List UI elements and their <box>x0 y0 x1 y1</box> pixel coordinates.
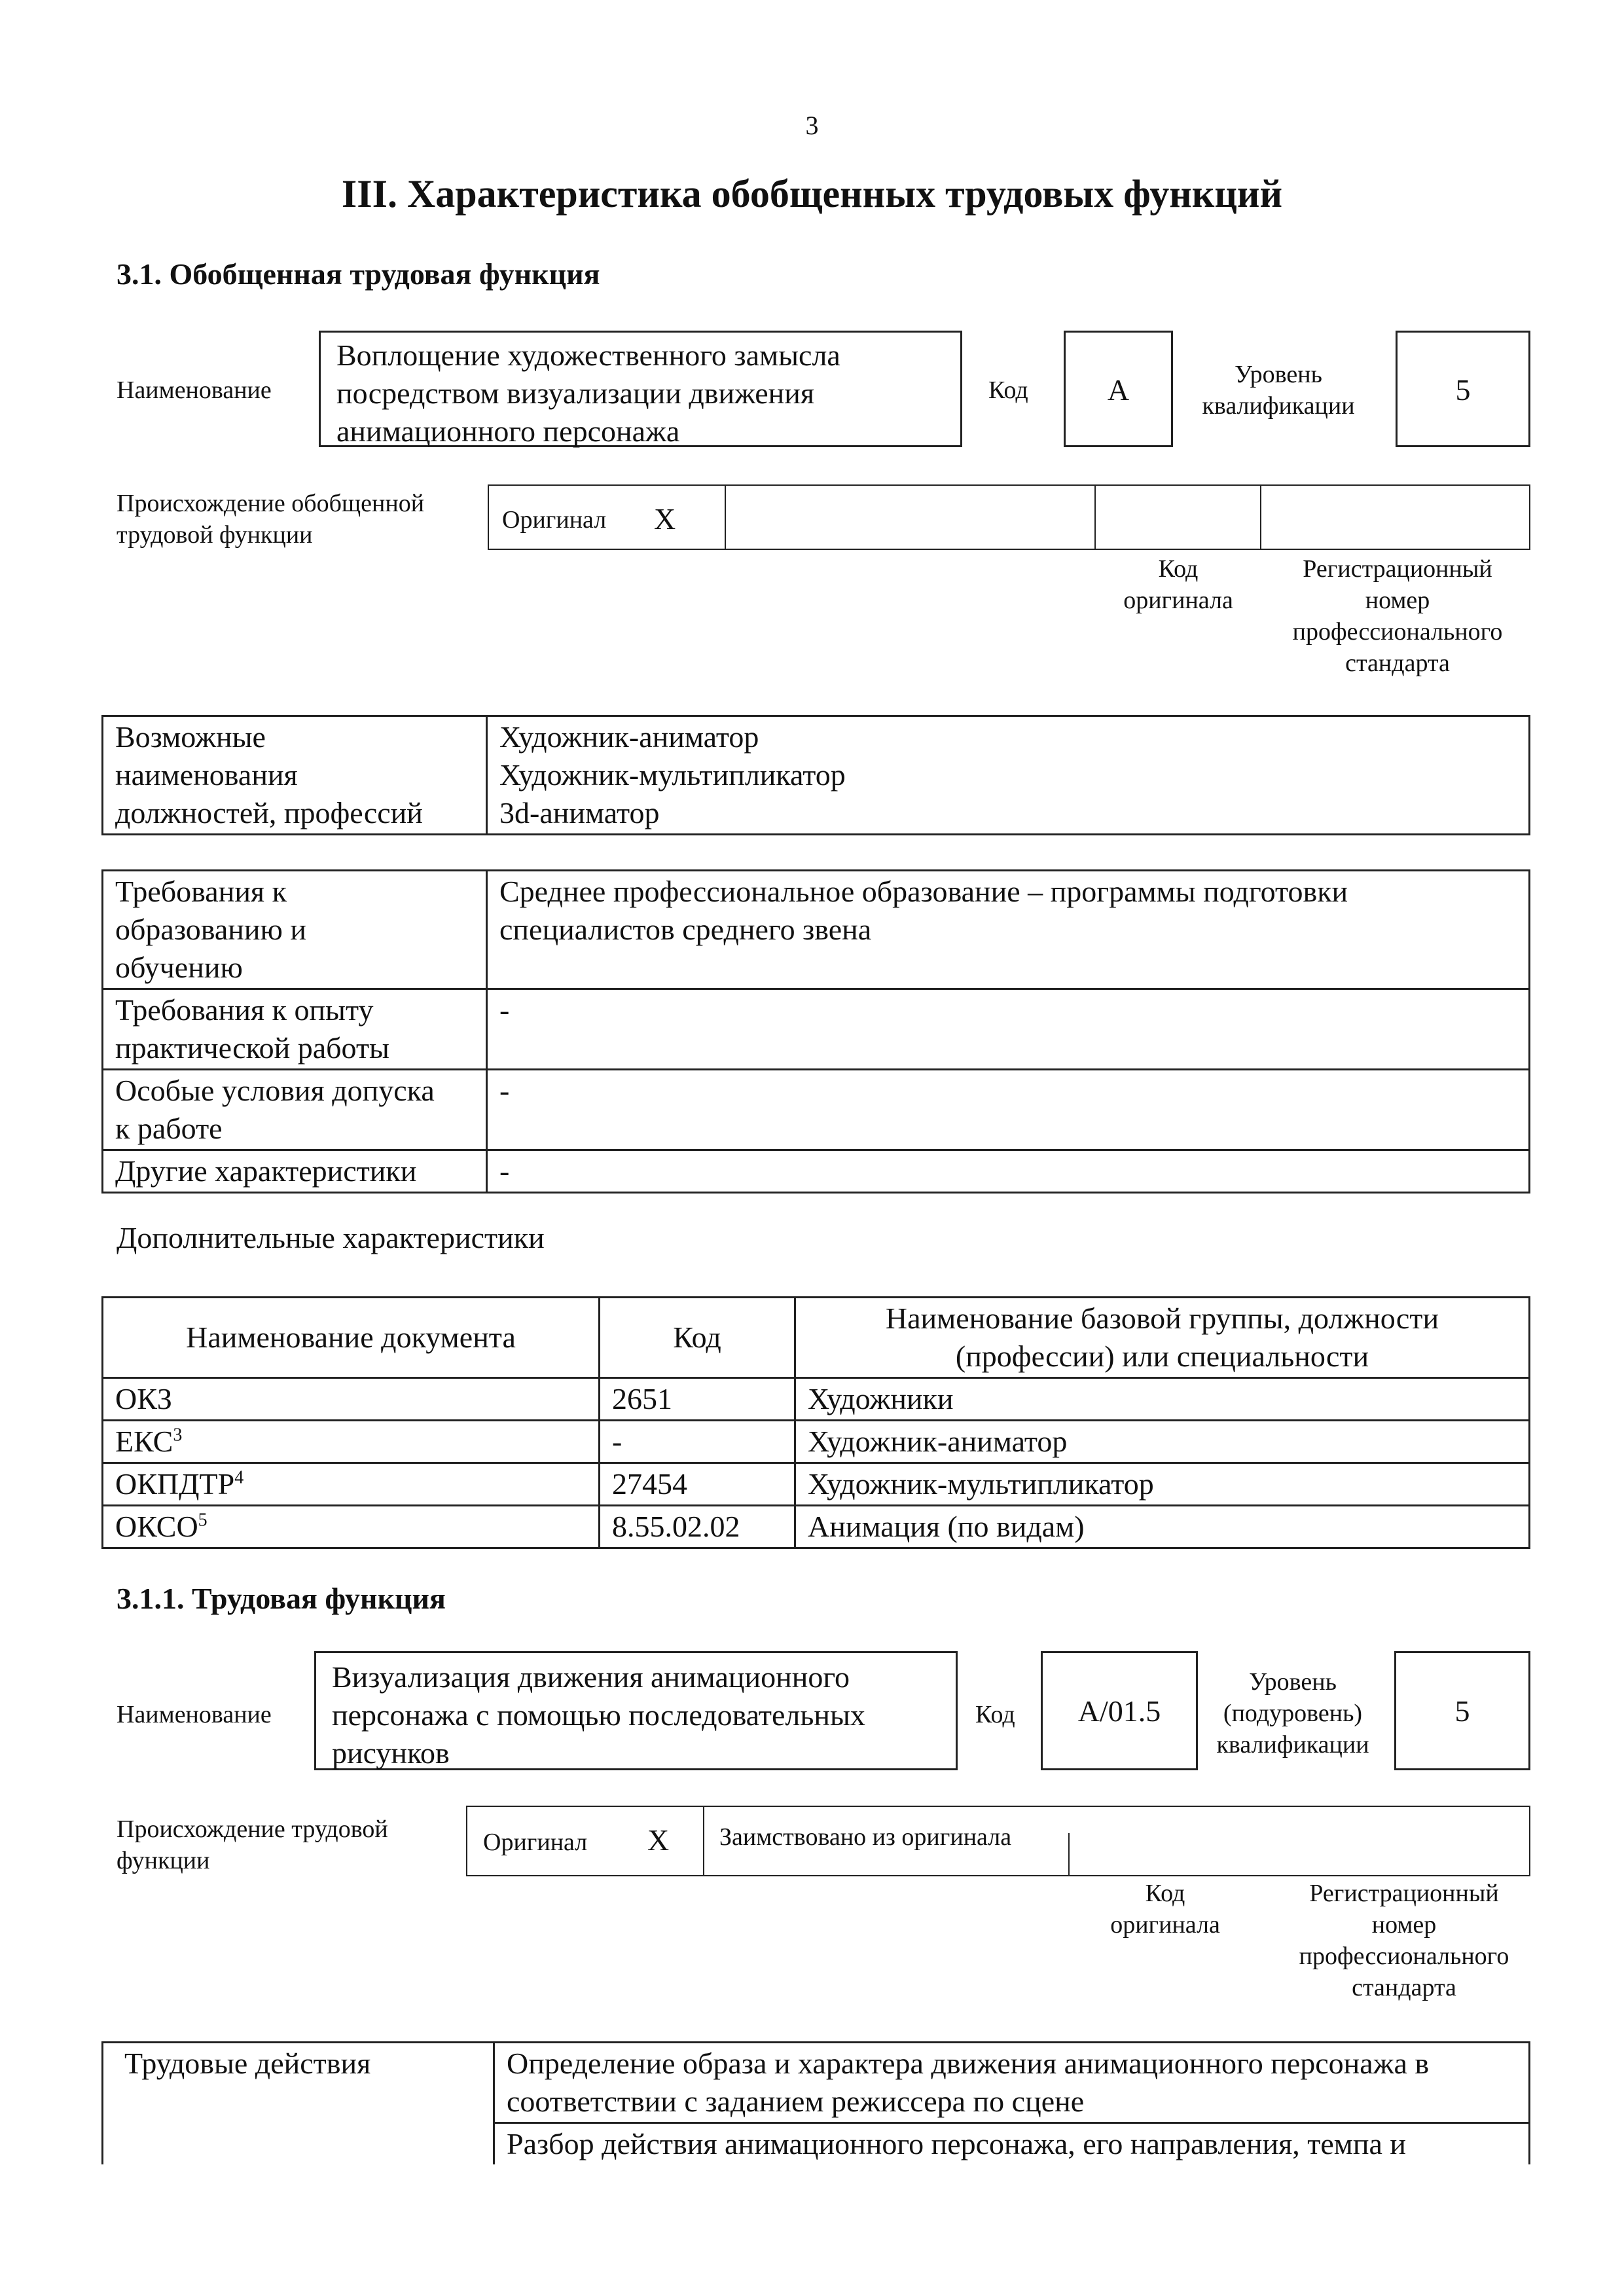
origin-label: Происхождение обобщенной трудовой функции <box>117 490 425 549</box>
section-title: 3.1. Обобщенная трудовая функция <box>117 257 600 291</box>
tf-level-label: Уровень (подуровень) квалификации <box>1216 1668 1369 1758</box>
tf-reg-number-label: Регистрационный номер профессионального стандарта <box>1299 1880 1509 2001</box>
tf-code-box <box>1041 1651 1198 1770</box>
group-cell: Художники <box>795 1378 1530 1421</box>
group-cell: Анимация (по видам) <box>795 1506 1530 1548</box>
requirement-label: Особые условия допуска к работе <box>103 1070 487 1150</box>
table-row <box>103 1463 1530 1506</box>
table-row <box>103 1378 1530 1421</box>
code-cell: - <box>600 1421 795 1463</box>
additional-title: Дополнительные характеристики <box>117 1221 545 1254</box>
tf-level-box <box>1394 1651 1530 1770</box>
header-group-name: Наименование базовой группы, должности (профессии) или специальности <box>795 1298 1530 1378</box>
name-label: Наименование <box>117 376 272 404</box>
tf-name-box <box>314 1651 958 1770</box>
requirement-value: - <box>487 989 1530 1070</box>
code-cell: 27454 <box>600 1463 795 1506</box>
origin-box <box>488 484 1530 550</box>
requirements-table <box>101 869 1530 1194</box>
table-row <box>103 1506 1530 1548</box>
tf-origin-mark: X <box>647 1823 670 1857</box>
tf-code-value: A/01.5 <box>1077 1694 1161 1728</box>
tf-origin-box <box>466 1806 1530 1876</box>
origin-mark: X <box>654 502 676 536</box>
additional-table <box>101 1296 1530 1549</box>
labor-actions-table <box>101 2041 1530 2164</box>
subsection-title: 3.1.1. Трудовая функция <box>117 1582 446 1615</box>
requirement-value: - <box>487 1150 1530 1193</box>
code-cell: 2651 <box>600 1378 795 1421</box>
tf-name-label: Наименование <box>117 1701 272 1728</box>
positions-values: Художник-аниматор Художник-мультипликатор 3d-аниматор <box>487 716 1530 835</box>
reg-number-label: Регистрационный номер профессионального стандарта <box>1292 555 1503 677</box>
table-row <box>103 1421 1530 1463</box>
orig-code-label: Код оригинала <box>1123 555 1233 614</box>
origin-value: Оригинал <box>502 506 607 534</box>
header-code: Код <box>600 1298 795 1378</box>
tf-level-value: 5 <box>1454 1694 1470 1728</box>
tf-origin-value: Оригинал <box>483 1829 588 1856</box>
requirement-label: Требования к опыту практической работы <box>103 989 487 1070</box>
tf-code-label: Код <box>975 1701 1015 1728</box>
requirement-value: Среднее профессиональное образование – программы подготовки специалистов среднего звена <box>487 871 1530 989</box>
group-cell: Художник-аниматор <box>795 1421 1530 1463</box>
requirement-value: - <box>487 1070 1530 1150</box>
header-document: Наименование документа <box>103 1298 600 1378</box>
name-value: Воплощение художественного замысла посредством визуализации движения анимационного персонажа <box>336 338 840 448</box>
tf-origin-label: Происхождение трудовой функции <box>117 1815 388 1874</box>
level-value: 5 <box>1455 373 1471 407</box>
doc-cell: ЕКС$^3$ <box>103 1421 600 1463</box>
action-item: Разбор действия анимационного персонажа, его направления, темпа и <box>494 2123 1530 2165</box>
doc-cell: ОКЗ <box>103 1378 600 1421</box>
requirement-label: Требования к образованию и обучению <box>103 871 487 989</box>
requirement-label: Другие характеристики <box>103 1150 487 1193</box>
tf-orig-code-label: Код оригинала <box>1110 1880 1220 1939</box>
tf-name-value: Визуализация движения анимационного персонажа с помощью последовательных рисунков <box>332 1660 865 1770</box>
borrowed-label: Заимствовано из оригинала <box>719 1823 1012 1851</box>
doc-cell: ОКПДТР$^4$ <box>103 1463 600 1506</box>
group-cell: Художник-мультипликатор <box>795 1463 1530 1506</box>
code-box <box>1064 331 1173 447</box>
page-number: 3 <box>805 111 819 140</box>
level-label: Уровень квалификации <box>1202 361 1355 420</box>
level-box <box>1396 331 1530 447</box>
page-heading: III. Характеристика обобщенных трудовых функций <box>341 172 1283 215</box>
code-value: A <box>1107 373 1130 407</box>
name-box <box>319 331 962 447</box>
code-cell: 8.55.02.02 <box>600 1506 795 1548</box>
positions-label: Возможные наименования должностей, профессий <box>103 716 487 835</box>
doc-cell: ОКСО$^5$ <box>103 1506 600 1548</box>
positions-table <box>101 715 1530 835</box>
actions-label: Трудовые действия <box>103 2043 494 2165</box>
action-item: Определение образа и характера движения анимационного персонажа в соответствии с заданием режиссера по сцене <box>494 2043 1530 2123</box>
code-label: Код <box>988 376 1028 404</box>
